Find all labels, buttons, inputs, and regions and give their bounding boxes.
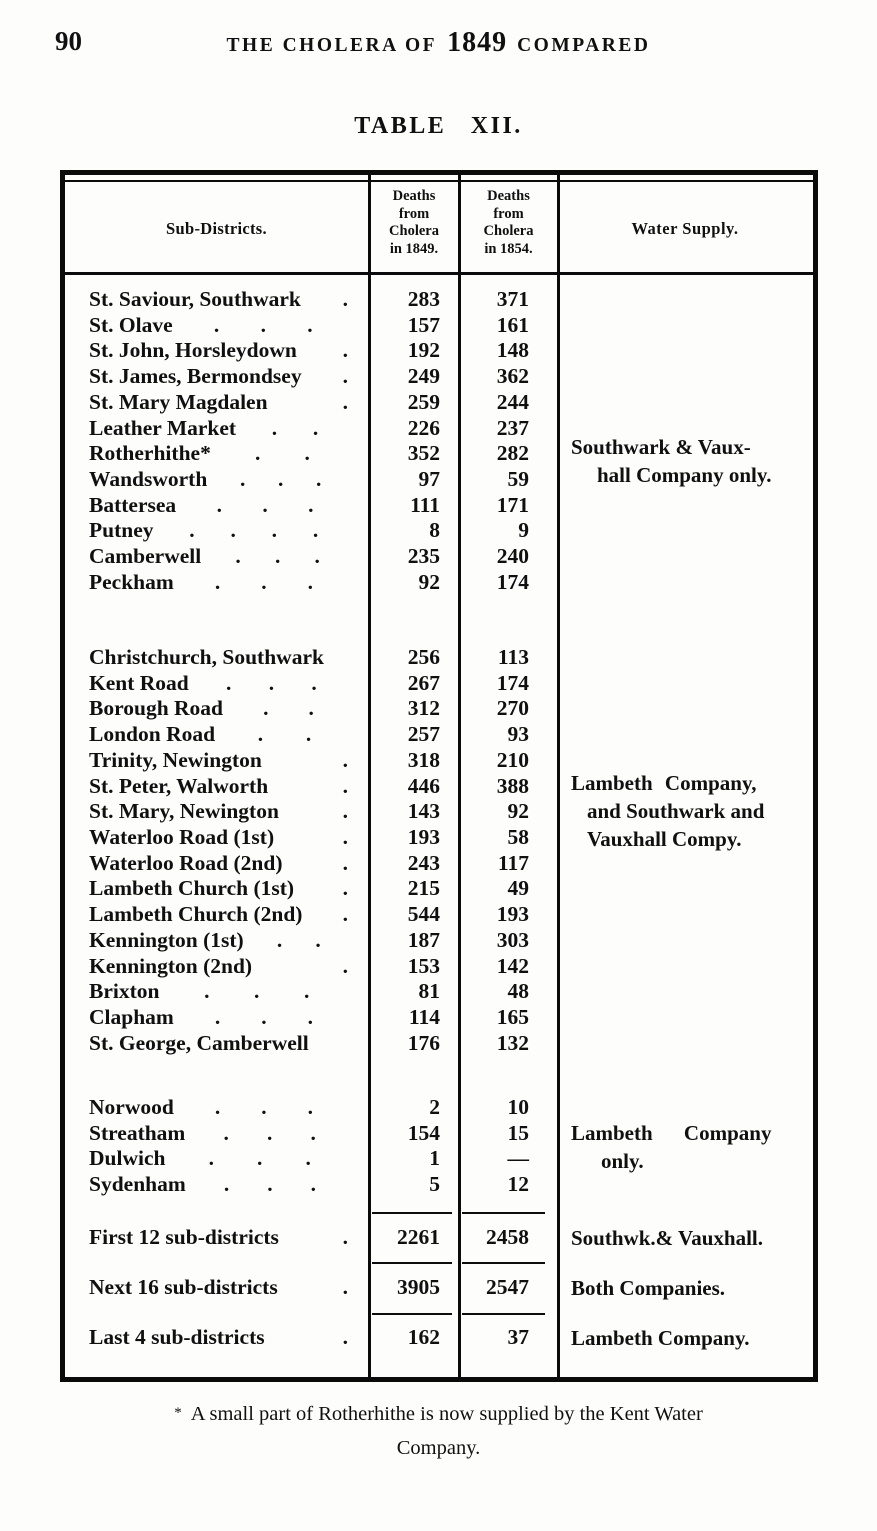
leader-dot: . [342, 364, 348, 389]
deaths-1849-value: 226 [407, 415, 440, 440]
leader-dot: . [312, 415, 319, 440]
leader-dots [173, 313, 354, 339]
leader-dots [302, 902, 354, 928]
deaths-1849-value: 243 [407, 850, 440, 875]
sub-district-label: Last 4 sub-districts [89, 1325, 265, 1349]
sub-district-name [65, 1031, 368, 1057]
sub-district-name [65, 825, 368, 851]
deaths-1854-value: 237 [496, 415, 529, 440]
total-rule [372, 1212, 452, 1214]
sub-district-label: Borough Road [89, 696, 224, 721]
deaths-1854-value: 15 [507, 1120, 529, 1145]
header-line: Cholera [389, 223, 439, 239]
sub-district-name [65, 671, 368, 697]
deaths-1849-value: 446 [407, 773, 440, 798]
leader-dots [201, 544, 354, 570]
sub-district-label: Clapham [89, 1005, 174, 1030]
sub-district-label: Peckham [89, 569, 174, 594]
footnote-text-line-1: A small part of Rotherhithe is now supplied by the Kent Water [190, 1403, 703, 1425]
total-rule [462, 1313, 545, 1315]
leader-dots [301, 287, 354, 313]
leader-dot: . [268, 670, 275, 695]
leader-dot: . [342, 389, 348, 414]
sub-district-name [65, 313, 368, 339]
sub-district-name [65, 441, 368, 467]
sub-district-label: St. John, Horsleydown [89, 338, 297, 363]
deaths-1854-value: 58 [507, 825, 529, 850]
deaths-1854-value: 2547 [486, 1275, 529, 1299]
deaths-1849-value: 111 [410, 492, 440, 517]
leader-dot: . [274, 544, 281, 569]
leader-dot: . [216, 492, 222, 517]
deaths-1854-value: 174 [496, 569, 529, 594]
sub-district-name [65, 570, 368, 596]
sub-district-label: Streatham [89, 1120, 186, 1145]
deaths-1854-value: 210 [496, 747, 529, 772]
leader-dot: . [342, 773, 348, 798]
sub-district-label: Brixton [89, 979, 160, 1004]
sub-district-label: Next 16 sub-districts [89, 1275, 278, 1299]
deaths-1854-value: 132 [496, 1030, 529, 1055]
leader-dots [244, 928, 354, 954]
leader-dot: . [342, 338, 348, 363]
deaths-1849-value: 318 [407, 747, 440, 772]
sub-district-name [65, 390, 368, 416]
leader-dot: . [342, 799, 348, 824]
deaths-1849-value: 2 [429, 1095, 440, 1119]
deaths-1849-value: 157 [407, 312, 440, 337]
sub-district-label: Norwood [89, 1095, 174, 1119]
header-line: in 1854. [484, 240, 533, 257]
leader-dot: . [260, 312, 266, 337]
leader-dot: . [276, 927, 283, 952]
column-header-deaths-1854 [460, 188, 557, 258]
water-supply-line: only. [601, 1149, 644, 1173]
deaths-1854-value: 282 [496, 441, 529, 466]
sub-district-name [65, 1275, 368, 1301]
deaths-1854-value: 9 [518, 518, 529, 543]
leader-dot: . [189, 518, 195, 543]
leader-dots [165, 1146, 354, 1172]
leader-dot: . [271, 518, 278, 543]
leader-dot: . [239, 467, 246, 492]
leader-dot: . [223, 1120, 229, 1145]
leader-dot: . [208, 1146, 214, 1171]
header-line: in 1849. [389, 240, 439, 257]
deaths-1849-value: 267 [407, 670, 440, 695]
leader-dots [174, 1005, 354, 1031]
sub-district-name [65, 364, 368, 390]
leader-dots [302, 364, 354, 390]
deaths-1854-value: — [507, 1146, 529, 1171]
deaths-1854-value: 174 [496, 670, 529, 695]
sub-district-label: Waterloo Road (2nd) [89, 850, 283, 875]
leader-dot: . [311, 670, 317, 695]
deaths-1854-value: 303 [496, 927, 529, 952]
deaths-1849-value: 215 [407, 876, 440, 901]
sub-district-label: Putney [89, 518, 154, 543]
sub-district-label: Christchurch, Southwark [89, 645, 324, 669]
sub-district-name [65, 851, 368, 877]
district-group-lambeth-only [65, 1095, 557, 1198]
sub-district-name [65, 876, 368, 902]
deaths-1854-value: 165 [496, 1005, 529, 1030]
total-rule [462, 1212, 545, 1214]
sub-district-name [65, 645, 368, 671]
deaths-1849-value: 143 [407, 799, 440, 824]
leader-dot: . [204, 979, 210, 1004]
sub-district-label: Sydenham [89, 1172, 186, 1197]
deaths-1849-value: 1 [429, 1146, 440, 1171]
sub-district-label: Rotherhithe* [89, 441, 211, 466]
sub-district-label: Camberwell [89, 544, 202, 569]
leader-dot: . [261, 1005, 267, 1030]
leader-dots [297, 338, 354, 364]
deaths-1849-value: 97 [418, 467, 440, 492]
sub-district-label: Battersea [89, 492, 177, 517]
running-title-year: 1849 [447, 27, 508, 58]
page-number: 90 [55, 26, 82, 56]
deaths-1854-value: 49 [507, 876, 529, 901]
sub-district-label: Waterloo Road (1st) [89, 825, 275, 850]
total-rule [372, 1313, 452, 1315]
deaths-1849-value: 257 [407, 722, 440, 747]
deaths-1854-value: 161 [496, 312, 529, 337]
header-line: from [493, 205, 524, 222]
leader-dots [279, 1225, 354, 1251]
leader-dots [189, 671, 354, 697]
leader-dot: . [342, 747, 348, 772]
leader-dots [274, 825, 354, 851]
leader-dot: . [315, 467, 322, 492]
district-group-southwark-vauxhall [65, 287, 557, 596]
leader-dot: . [307, 1005, 313, 1030]
water-supply-line: Southwark & Vaux- [571, 435, 751, 459]
leader-dots [186, 1172, 354, 1198]
leader-dots [174, 1095, 354, 1121]
water-supply-line: and Southwark and [587, 799, 765, 823]
leader-dot: . [214, 569, 221, 594]
sub-district-name [65, 1225, 368, 1251]
sub-district-name [65, 287, 368, 313]
deaths-1854-value: 362 [496, 364, 529, 389]
column-header-water-supply: Water Supply. [631, 219, 739, 238]
data-table [60, 170, 818, 1382]
deaths-1849-value: 256 [407, 645, 440, 669]
leader-dot: . [263, 696, 269, 721]
footnote [0, 1396, 877, 1465]
leader-dot: . [223, 1172, 230, 1197]
deaths-1849-value: 187 [407, 927, 440, 952]
leader-dot: . [310, 1172, 316, 1197]
leader-dots [262, 748, 354, 774]
sub-district-label: Kennington (1st) [89, 927, 244, 952]
deaths-1854-value: 244 [496, 389, 529, 414]
leader-dots [176, 493, 354, 519]
leader-dot: . [342, 850, 348, 875]
leader-dot: . [315, 927, 321, 952]
sub-district-label: London Road [89, 722, 216, 747]
leader-dots [236, 416, 354, 442]
deaths-1854-value: 2458 [486, 1225, 529, 1249]
district-group-both-companies [65, 645, 557, 1057]
leader-dot: . [304, 441, 310, 466]
sub-district-name [65, 1005, 368, 1031]
sub-district-label: St. Saviour, Southwark [89, 287, 301, 311]
leader-dot: . [266, 1120, 273, 1145]
deaths-1849-value: 312 [407, 696, 440, 721]
leader-dot: . [257, 722, 264, 747]
leader-dots [174, 570, 354, 596]
summary-row [65, 1275, 557, 1301]
deaths-1849-value: 3905 [397, 1275, 440, 1299]
leader-dot: . [314, 544, 320, 569]
deaths-1849-value: 153 [407, 953, 440, 978]
leader-dots [283, 851, 355, 877]
total-rule [462, 1262, 545, 1264]
leader-dot: . [310, 1120, 316, 1145]
sub-district-name [65, 722, 368, 748]
leader-dots [215, 722, 354, 748]
column-header-sub-districts: Sub-Districts. [166, 219, 267, 238]
sub-district-label: Wandsworth [89, 467, 208, 492]
water-supply-note [571, 1119, 771, 1175]
sub-district-label: St. Olave [89, 312, 173, 337]
sub-district-name [65, 696, 368, 722]
deaths-1854-value: 171 [496, 492, 529, 517]
deaths-1854-value: 270 [496, 696, 529, 721]
deaths-1854-value: 92 [507, 799, 529, 824]
leader-dot: . [254, 441, 261, 466]
sub-district-label: St. Peter, Walworth [89, 773, 269, 798]
deaths-1854-value: 142 [496, 953, 529, 978]
header-line: Deaths [392, 188, 436, 204]
deaths-1849-value: 193 [407, 825, 440, 850]
leader-dot: . [257, 1146, 263, 1171]
leader-dot: . [342, 1325, 348, 1349]
sub-district-name [65, 774, 368, 800]
sub-district-name [65, 1325, 368, 1351]
sub-district-name [65, 416, 368, 442]
summary-water-label: Lambeth Company. [571, 1326, 750, 1350]
deaths-1854-value: 93 [507, 722, 529, 747]
sub-district-label: St. Mary Magdalen [89, 389, 268, 414]
leader-dot: . [261, 1095, 267, 1119]
leader-dot: . [261, 569, 267, 594]
leader-dots [268, 390, 354, 416]
running-title-pre: THE CHOLERA OF [226, 35, 438, 56]
table-top-inner-rule [65, 180, 813, 182]
leader-dot: . [305, 1146, 311, 1171]
header-separator-rule [65, 272, 813, 275]
deaths-1849-value: 8 [429, 518, 440, 543]
leader-dot: . [307, 569, 313, 594]
header-line: Cholera [483, 223, 534, 239]
sub-district-name [65, 1121, 368, 1147]
deaths-1849-value: 5 [429, 1172, 440, 1197]
leader-dot: . [312, 518, 319, 543]
leader-dots [294, 876, 354, 902]
leader-dot: . [308, 492, 314, 517]
sub-district-name [65, 979, 368, 1005]
deaths-1849-value: 235 [407, 544, 440, 569]
sub-district-name [65, 748, 368, 774]
deaths-1854-value: 48 [507, 979, 529, 1004]
water-supply-note [571, 769, 764, 853]
deaths-1854-value: 117 [497, 850, 529, 875]
leader-dot: . [262, 492, 268, 517]
summary-row [65, 1225, 557, 1251]
column-divider [557, 175, 560, 1377]
deaths-1854-value: 12 [507, 1172, 529, 1197]
leader-dot: . [213, 312, 220, 337]
sub-district-label: Lambeth Church (1st) [89, 876, 295, 901]
leader-dots [265, 1325, 354, 1351]
leader-dots [185, 1121, 354, 1147]
leader-dot: . [307, 1095, 313, 1119]
sub-district-name [65, 544, 368, 570]
leader-dots [154, 518, 355, 544]
sub-district-label: Lambeth Church (2nd) [89, 902, 303, 927]
summary-row [65, 1325, 557, 1351]
leader-dots [223, 696, 354, 722]
deaths-1854-value: 148 [496, 338, 529, 363]
water-supply-note [571, 433, 771, 489]
leader-dot: . [304, 979, 310, 1004]
leader-dot: . [305, 722, 312, 747]
header-line: from [398, 205, 430, 222]
header-line: Deaths [487, 188, 530, 204]
sub-district-label: Kent Road [89, 670, 189, 695]
deaths-1849-value: 283 [407, 287, 440, 311]
sub-district-label: Kennington (2nd) [89, 953, 253, 978]
deaths-1849-value: 154 [407, 1120, 440, 1145]
deaths-1854-value: 193 [496, 902, 529, 927]
water-supply-line: hall Company only. [597, 463, 772, 487]
sub-district-label: Dulwich [89, 1146, 166, 1171]
sub-district-name [65, 518, 368, 544]
deaths-1854-value: 388 [496, 773, 529, 798]
deaths-1849-value: 544 [407, 902, 440, 927]
deaths-1849-value: 352 [407, 441, 440, 466]
sub-district-label: Trinity, Newington [89, 747, 262, 772]
sub-district-name [65, 1095, 368, 1121]
sub-district-label: St. James, Bermondsey [89, 364, 302, 389]
sub-district-label: St. Mary, Newington [89, 799, 279, 824]
water-supply-line: Vauxhall Compy. [587, 827, 742, 851]
sub-district-name [65, 954, 368, 980]
sub-district-label: First 12 sub-districts [89, 1225, 279, 1249]
deaths-1849-value: 176 [407, 1030, 440, 1055]
summary-water-label: Both Companies. [571, 1276, 726, 1300]
leader-dots [268, 774, 354, 800]
sub-district-name [65, 1146, 368, 1172]
leader-dot: . [271, 415, 278, 440]
leader-dot: . [342, 902, 348, 927]
leader-dots [278, 1275, 354, 1301]
deaths-1849-value: 92 [418, 569, 440, 594]
leader-dot: . [342, 287, 348, 311]
deaths-1849-value: 162 [407, 1325, 440, 1349]
leader-dot: . [226, 670, 232, 695]
deaths-1854-value: 240 [496, 544, 529, 569]
deaths-1854-value: 59 [507, 467, 529, 492]
summary-water-label: Southwk.& Vauxhall. [571, 1226, 764, 1250]
deaths-1854-value: 371 [496, 287, 529, 311]
sub-district-name [65, 1172, 368, 1198]
table-title: TABLE XII. [354, 113, 523, 139]
leader-dot: . [342, 1225, 348, 1249]
deaths-1849-value: 259 [407, 389, 440, 414]
sub-district-name [65, 338, 368, 364]
leader-dots [211, 441, 354, 467]
sub-district-name [65, 902, 368, 928]
sub-district-name [65, 799, 368, 825]
deaths-1854-value: 10 [507, 1095, 529, 1119]
deaths-1849-value: 192 [407, 338, 440, 363]
leader-dots [207, 467, 354, 493]
leader-dot: . [277, 467, 284, 492]
footnote-marker: * [174, 1405, 182, 1421]
deaths-1849-value: 114 [408, 1005, 440, 1030]
leader-dot: . [308, 696, 314, 721]
leader-dot: . [214, 1005, 221, 1030]
leader-dot: . [214, 1095, 221, 1119]
sub-district-label: Leather Market [89, 415, 237, 440]
running-title-post: COMPARED [517, 35, 651, 56]
water-supply-line: Lambeth Company, [571, 771, 757, 795]
leader-dot: . [235, 544, 241, 569]
leader-dot: . [342, 953, 348, 978]
sub-district-name [65, 928, 368, 954]
water-supply-line: Lambeth Company [571, 1121, 772, 1145]
leader-dot: . [342, 876, 348, 901]
leader-dot: . [267, 1172, 273, 1197]
total-rule [372, 1262, 452, 1264]
deaths-1854-value: 113 [497, 645, 529, 669]
footnote-text-line-2: Company. [396, 1437, 481, 1459]
column-header-deaths-1849 [370, 188, 458, 258]
leader-dots [252, 954, 354, 980]
leader-dot: . [342, 1275, 348, 1299]
leader-dot: . [307, 312, 313, 337]
leader-dot: . [254, 979, 260, 1004]
leader-dots [159, 979, 354, 1005]
sub-district-label: St. George, Camberwell [89, 1030, 309, 1055]
leader-dot: . [230, 518, 236, 543]
deaths-1849-value: 81 [418, 979, 440, 1004]
sub-district-name [65, 467, 368, 493]
leader-dots [279, 799, 354, 825]
running-title [0, 27, 877, 59]
deaths-1849-value: 2261 [397, 1225, 440, 1249]
deaths-1854-value: 37 [507, 1325, 529, 1349]
sub-district-name [65, 493, 368, 519]
leader-dot: . [342, 825, 348, 850]
deaths-1849-value: 249 [407, 364, 440, 389]
